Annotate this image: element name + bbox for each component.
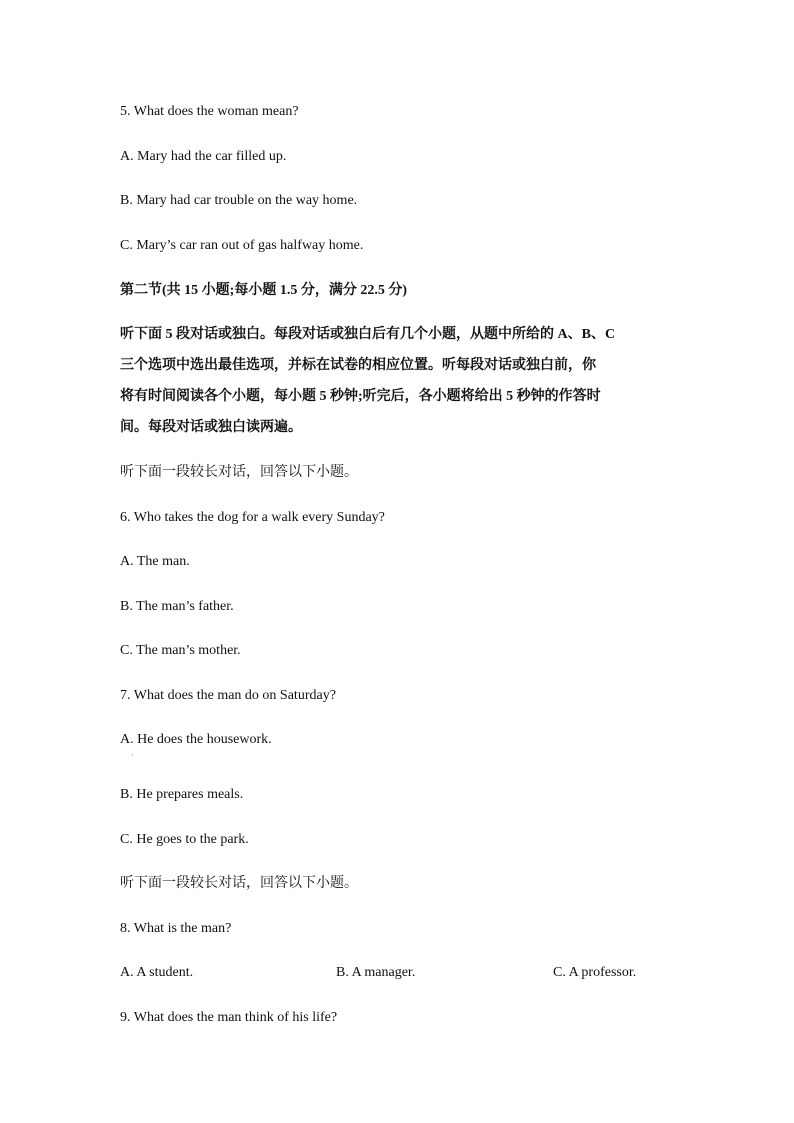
- question-7-option-c: C. He goes to the park.: [120, 832, 249, 847]
- question-5-option-a: A. Mary had the car filled up.: [120, 149, 287, 164]
- question-8: 8. What is the man?: [120, 921, 232, 936]
- question-6-option-a: A. The man.: [120, 554, 190, 569]
- instruction-line: 听下面 5 段对话或独白。每段对话或独白后有几个小题，从题中所给的 A、B、C: [120, 327, 616, 342]
- question-8-option-b: B. A manager.: [336, 965, 416, 980]
- instruction-line: 间。每段对话或独白读两遍。: [120, 420, 302, 435]
- question-5: 5. What does the woman mean?: [120, 104, 299, 119]
- question-6-option-b: B. The man’s father.: [120, 599, 234, 614]
- instruction-line: 三个选项中选出最佳选项，并标在试卷的相应位置。听每段对话或独白前，你: [120, 358, 596, 373]
- instruction-line: 将有时间阅读各个小题，每小题 5 秒钟;听完后，各小题将给出 5 秒钟的作答时: [120, 389, 601, 404]
- question-5-option-b: B. Mary had car trouble on the way home.: [120, 193, 358, 208]
- dialogue-intro: 听下面一段较长对话，回答以下小题。: [120, 465, 358, 480]
- dialogue-intro: 听下面一段较长对话，回答以下小题。: [120, 876, 358, 891]
- question-6-option-c: C. The man’s mother.: [120, 643, 241, 658]
- question-8-option-c: C. A professor.: [553, 965, 637, 980]
- question-6: 6. Who takes the dog for a walk every Sunday?: [120, 510, 385, 525]
- question-7-option-a: A. He does the housework.: [120, 732, 272, 747]
- stray-dot: ·: [131, 751, 134, 760]
- question-5-option-c: C. Mary’s car ran out of gas halfway home.: [120, 238, 364, 253]
- question-8-option-a: A. A student.: [120, 965, 194, 980]
- question-8-options: [120, 963, 680, 983]
- section-instructions: [120, 325, 690, 449]
- question-7-option-b: B. He prepares meals.: [120, 787, 244, 802]
- question-7: 7. What does the man do on Saturday?: [120, 688, 336, 703]
- question-9: 9. What does the man think of his life?: [120, 1010, 338, 1025]
- section-title: 第二节(共 15 小题;每小题 1.5 分，满分 22.5 分): [120, 283, 407, 298]
